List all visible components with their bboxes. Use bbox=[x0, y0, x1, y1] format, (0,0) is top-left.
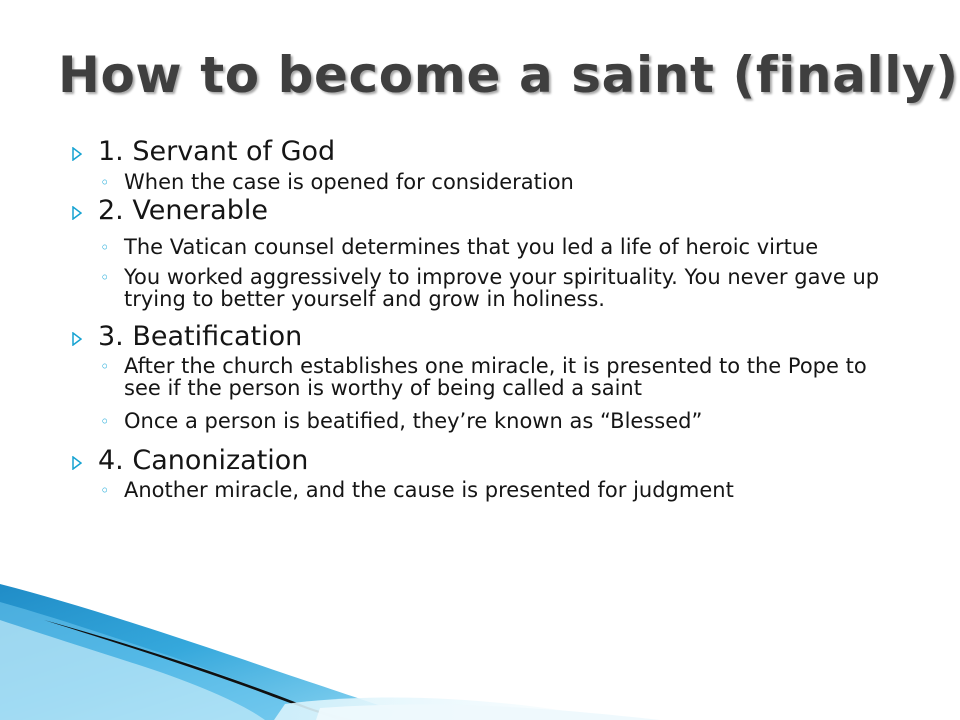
triangle-right-icon bbox=[72, 206, 82, 220]
list-item-detail: When the case is opened for consideration bbox=[124, 169, 574, 194]
list-item-detail: Once a person is beatified, they’re known as “Blessed” bbox=[124, 408, 703, 433]
list-item bbox=[72, 195, 922, 227]
list-item-heading: 2. Venerable bbox=[98, 194, 268, 226]
list-item bbox=[100, 236, 922, 258]
list-item bbox=[100, 171, 922, 193]
slide-content bbox=[72, 128, 922, 501]
list-item-heading: 1. Servant of God bbox=[98, 136, 336, 167]
list-item bbox=[100, 266, 922, 310]
slide-title: How to become a saint (finally) bbox=[58, 46, 959, 104]
triangle-right-icon bbox=[72, 332, 82, 346]
list-item-detail: The Vatican counsel determines that you led a life of heroic virtue bbox=[124, 234, 819, 259]
list-item bbox=[72, 321, 922, 353]
triangle-right-icon bbox=[72, 456, 82, 470]
list-item bbox=[100, 355, 922, 399]
list-item-detail: After the church establishes one miracle, it is presented to the Pope to see if the person is worthy of being called a saint bbox=[124, 353, 867, 400]
list-item bbox=[100, 410, 922, 432]
list-item-heading: 3. Beatification bbox=[98, 320, 303, 352]
list-item-detail: Another miracle, and the cause is presented for judgment bbox=[124, 478, 734, 503]
hollow-circle-icon: ◦ bbox=[100, 356, 110, 376]
hollow-circle-icon: ◦ bbox=[100, 481, 110, 501]
list-item bbox=[100, 479, 922, 501]
list-item-detail: You worked aggressively to improve your spirituality. You never gave up trying to better yourself and grow in holiness. bbox=[124, 264, 880, 311]
triangle-right-icon bbox=[72, 147, 82, 161]
list-item bbox=[72, 445, 922, 477]
hollow-circle-icon: ◦ bbox=[100, 237, 110, 257]
list-item bbox=[72, 136, 922, 168]
hollow-circle-icon: ◦ bbox=[100, 411, 110, 431]
hollow-circle-icon: ◦ bbox=[100, 267, 110, 287]
list-item-heading: 4. Canonization bbox=[98, 444, 309, 476]
hollow-circle-icon: ◦ bbox=[100, 172, 110, 192]
